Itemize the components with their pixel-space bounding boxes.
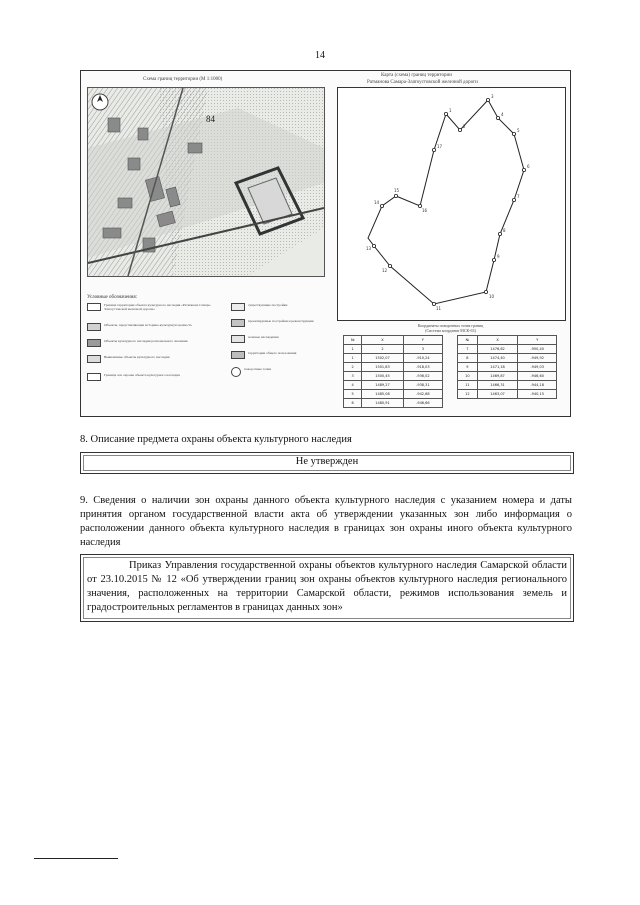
- svg-text:4: 4: [501, 112, 504, 117]
- section-9-order-box: [80, 554, 574, 622]
- table-cell: 11: [458, 381, 478, 390]
- table-row: [344, 390, 443, 399]
- boundary-map-figure: [80, 70, 571, 417]
- map-quarter-number: 84: [206, 114, 215, 124]
- legend-swatch: [231, 367, 241, 377]
- table-cell: -942,68: [403, 390, 442, 399]
- table-row: [344, 381, 443, 390]
- legend-swatch: [87, 355, 101, 363]
- legend-text: проектируемые постройки и реконструкция: [248, 319, 314, 323]
- table-cell: 8: [458, 354, 478, 363]
- table-row: [458, 354, 557, 363]
- table-cell: 1476,62: [477, 345, 518, 354]
- table-cell: 9: [458, 363, 478, 372]
- table-cell: 1463,07: [477, 390, 518, 399]
- scheme-title-2: Ратманова Самара-Златоустовской железной дороги: [367, 80, 478, 85]
- table-cell: 1: [344, 345, 362, 354]
- legend-swatch: [231, 351, 245, 359]
- boundary-polygon-drawing: [338, 88, 565, 320]
- table-row: [344, 363, 443, 372]
- section-8-status: Не утвержден: [295, 456, 359, 467]
- table-cell: 1469,87: [477, 372, 518, 381]
- table-cell: 1500,45: [362, 372, 403, 381]
- table-cell: 1474,40: [477, 354, 518, 363]
- svg-text:8: 8: [503, 228, 506, 233]
- table-row: [344, 372, 443, 381]
- table-row: [344, 354, 443, 363]
- legend-text: Объекты, представляющие историко-культурную ценность: [104, 323, 192, 327]
- table-row: [344, 399, 443, 408]
- table-cell: 1480,91: [362, 399, 403, 408]
- table-cell: 4: [344, 381, 362, 390]
- svg-text:12: 12: [382, 268, 388, 273]
- legend-item: [87, 323, 217, 331]
- svg-text:17: 17: [437, 144, 443, 149]
- table-cell: -910,24: [403, 354, 442, 363]
- table-cell: 10: [458, 372, 478, 381]
- table-header: X: [477, 336, 518, 345]
- table-row: [458, 363, 557, 372]
- table-cell: -949,03: [518, 363, 557, 372]
- boundary-scheme-panel: [337, 87, 566, 321]
- table-cell: 7: [458, 345, 478, 354]
- legend-swatch: [87, 303, 101, 311]
- legend-swatch: [231, 319, 245, 327]
- legend-item: [87, 339, 217, 347]
- legend-item: [231, 351, 331, 359]
- legend-text: территории общего пользования: [248, 351, 297, 355]
- legend-text: Граница зон охраны объекта культурного наследия: [104, 373, 180, 377]
- section-8-heading: 8. Описание предмета охраны объекта культурного наследия: [80, 434, 352, 445]
- section-9-order-text: Приказ Управления государственной охраны объектов культурного наследия Самарской области от 23.10.2015 № 12 «Об утверждении границ зон охраны объектов культурного наследия регионального значения, расположенных на территории Самарской области, режимов использования земель и градостроительных регламентов в границах данных зон»: [87, 560, 567, 613]
- svg-text:2: 2: [463, 124, 466, 129]
- section-9-heading: 9. Сведения о наличии зон охраны данного объекта культурного наследия с указанием номера и даты принятия органом государственной власти акта об утверждении указанных зон либо информация о расположении данного объекта культурного наследия в границах зон охраны иного объекта культурного наследия: [80, 495, 572, 548]
- map-panel: [87, 87, 325, 277]
- svg-text:14: 14: [374, 200, 380, 205]
- svg-text:1: 1: [449, 108, 452, 113]
- table-cell: 2: [344, 363, 362, 372]
- table-row: [458, 381, 557, 390]
- table-cell: 1502,07: [362, 354, 403, 363]
- table-header: Y: [403, 336, 442, 345]
- svg-text:13: 13: [366, 246, 372, 251]
- table-row: [458, 372, 557, 381]
- table-cell: 1501,83: [362, 363, 403, 372]
- svg-text:11: 11: [436, 306, 442, 311]
- svg-text:9: 9: [497, 254, 500, 259]
- table-header: X: [362, 336, 403, 345]
- table-cell: -936,02: [403, 372, 442, 381]
- table-row: [344, 345, 443, 354]
- section-8-status-box: [80, 452, 574, 474]
- map-title: Схема границ территории (М 1:1000): [143, 77, 223, 82]
- svg-text:7: 7: [517, 194, 520, 199]
- table-cell: 3: [344, 372, 362, 381]
- svg-text:5: 5: [517, 128, 520, 133]
- table-cell: -950,40: [518, 345, 557, 354]
- table-header: №: [458, 336, 478, 345]
- svg-text:6: 6: [527, 164, 530, 169]
- legend-swatch: [231, 335, 245, 343]
- table-cell: 1: [344, 354, 362, 363]
- legend-swatch: [87, 373, 101, 381]
- legend-item: [87, 355, 217, 363]
- table-cell: 1471,18: [477, 363, 518, 372]
- svg-text:16: 16: [422, 208, 428, 213]
- table-cell: -946,66: [403, 399, 442, 408]
- table-cell: -938,31: [403, 381, 442, 390]
- table-row: [458, 345, 557, 354]
- coordinates-caption-line: Координаты поворотных точек границ: [417, 323, 484, 328]
- table-cell: 1485,08: [362, 390, 403, 399]
- legend-item: [87, 373, 217, 381]
- legend-item: [231, 319, 331, 327]
- legend-item: [231, 367, 331, 377]
- table-cell: 1489,27: [362, 381, 403, 390]
- map-legend: [87, 295, 333, 411]
- table-cell: 3: [403, 345, 442, 354]
- footnote-separator: [34, 858, 118, 859]
- legend-title: Условные обозначения:: [87, 295, 138, 300]
- legend-text: существующие постройки: [248, 303, 288, 307]
- table-cell: 6: [344, 399, 362, 408]
- table-cell: -944,18: [518, 381, 557, 390]
- coordinates-caption: [337, 323, 564, 333]
- legend-item: [231, 335, 331, 343]
- legend-text: зеленые насаждения: [248, 335, 279, 339]
- table-cell: -946,60: [518, 372, 557, 381]
- svg-text:10: 10: [489, 294, 495, 299]
- table-cell: -949,92: [518, 354, 557, 363]
- table-cell: 1466,31: [477, 381, 518, 390]
- table-cell: 5: [344, 390, 362, 399]
- coordinates-caption-line: (Система координат МСК-63): [425, 328, 476, 333]
- legend-swatch: [87, 323, 101, 331]
- table-header: №: [344, 336, 362, 345]
- legend-item: [231, 303, 331, 311]
- table-cell: 2: [362, 345, 403, 354]
- legend-swatch: [87, 339, 101, 347]
- table-cell: -940,15: [518, 390, 557, 399]
- table-row: [458, 390, 557, 399]
- legend-item: [87, 303, 217, 311]
- svg-text:3: 3: [491, 94, 494, 99]
- page-number: 14: [315, 50, 325, 61]
- legend-text: Граница территории объекта культурного наследия «Ратманова Самаро-Златоустовской железной дороги»: [104, 303, 212, 311]
- legend-text: Объекты культурного наследия регионального значения: [104, 339, 188, 343]
- legend-swatch: [231, 303, 245, 311]
- coordinates-table-right: [457, 335, 557, 399]
- table-cell: -918,03: [403, 363, 442, 372]
- table-cell: 12: [458, 390, 478, 399]
- svg-text:15: 15: [394, 188, 400, 193]
- legend-text: поворотные точки: [244, 367, 272, 371]
- coordinates-table-left: [343, 335, 443, 408]
- scheme-title-1: Карта (схема) границ территории: [381, 73, 452, 78]
- legend-text: Выявленные объекты культурного наследия: [104, 355, 170, 359]
- table-header: Y: [518, 336, 557, 345]
